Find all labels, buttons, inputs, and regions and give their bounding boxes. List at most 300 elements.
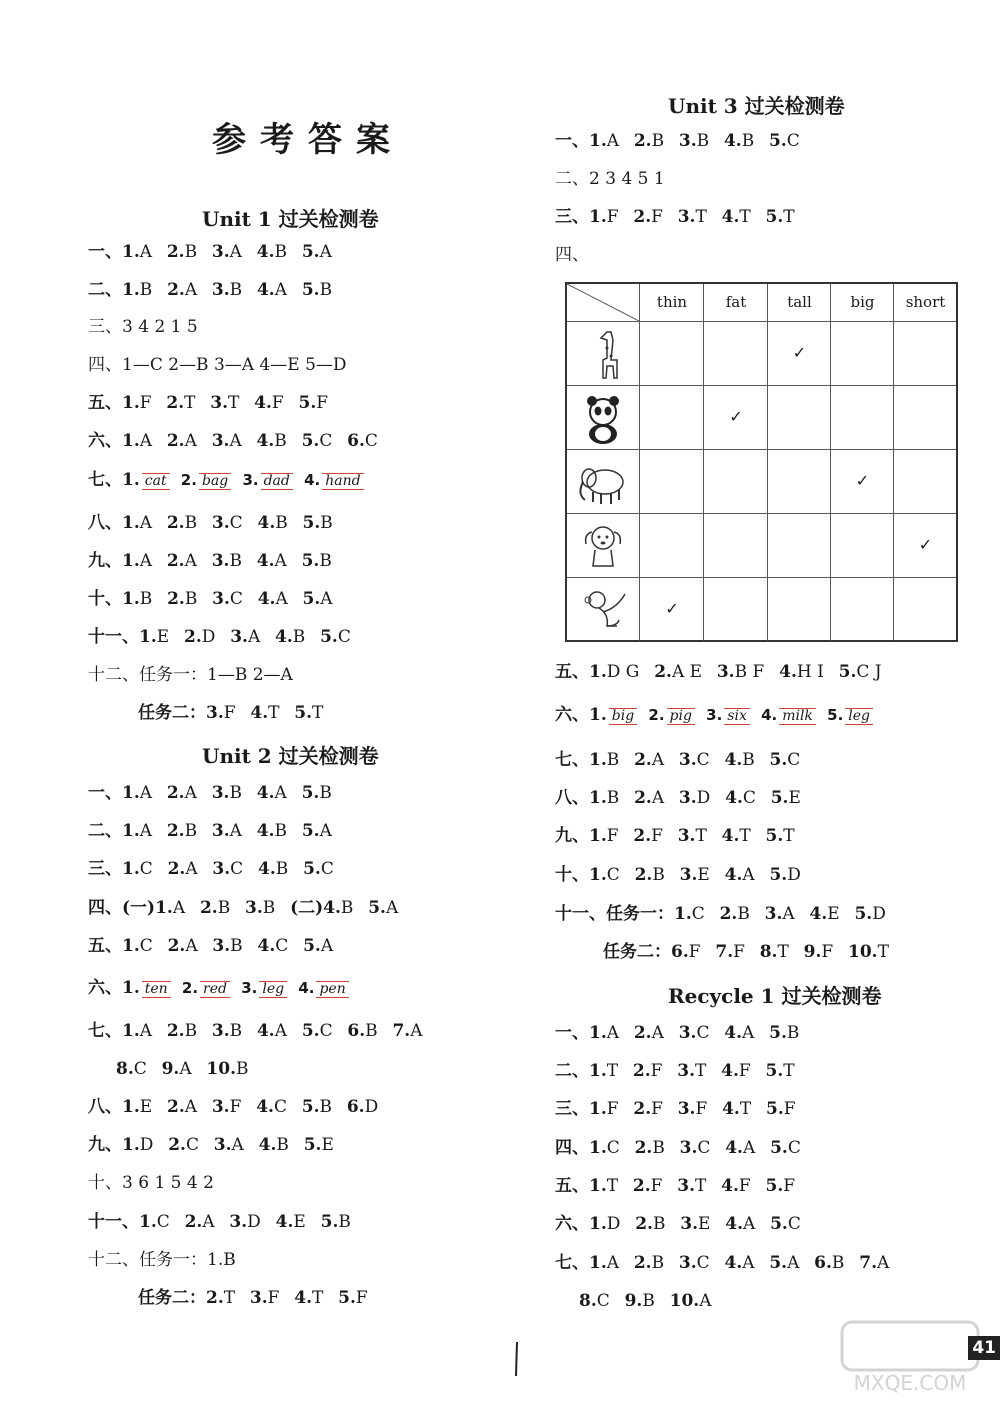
item-answer: C xyxy=(319,1021,333,1041)
item-number: 2. xyxy=(184,1212,203,1232)
item-number: 3. xyxy=(211,783,230,803)
table-header-tall: tall xyxy=(767,284,831,321)
item-number: 9. xyxy=(161,1059,180,1079)
watermark-text: MXQE.COM xyxy=(853,1371,967,1395)
item-answer: A xyxy=(320,589,333,609)
item-answer: C xyxy=(139,936,153,956)
table-cell-short: ✓ xyxy=(893,513,957,577)
table-cell-big: ✓ xyxy=(830,449,894,513)
item-answer: A xyxy=(184,431,197,451)
item-answer: F xyxy=(738,1176,751,1196)
section-heading: Unit 3 过关检测卷 xyxy=(668,94,845,118)
item-number: 3. xyxy=(700,706,723,724)
item-answer: B xyxy=(230,936,243,956)
item-answer: T xyxy=(695,207,707,227)
item-number: 2. xyxy=(166,393,185,413)
item-number: 5. xyxy=(765,1176,784,1196)
item-number: 4. xyxy=(725,1214,743,1234)
item-answer: B xyxy=(275,859,289,879)
item-number: 二、1. xyxy=(88,280,140,300)
item-number: 二、1. xyxy=(555,1061,607,1081)
item-number: 2. xyxy=(166,242,185,262)
answer-line xyxy=(555,821,799,851)
item-answer: F xyxy=(651,1099,663,1119)
answer-line xyxy=(88,1207,355,1237)
item-number: 3. xyxy=(677,1176,696,1196)
item-number: 二、1. xyxy=(88,821,140,841)
item-answer: B xyxy=(652,1214,666,1234)
answer-line xyxy=(88,854,338,884)
item-number: 2. xyxy=(166,1097,185,1117)
item-number: 2. xyxy=(167,589,185,609)
handwritten-word: dad xyxy=(261,466,293,496)
table-cell-big xyxy=(830,577,894,641)
answer-line xyxy=(555,1248,893,1278)
item-answer: F xyxy=(738,1061,751,1081)
item-number: 5. xyxy=(303,859,321,879)
item-number: 4. xyxy=(721,1061,739,1081)
item-number: 4. xyxy=(275,1212,294,1232)
item-number: 2. xyxy=(719,904,738,924)
item-number: (二)4. xyxy=(290,898,341,918)
table-cell-tall xyxy=(767,513,831,577)
item-answer: A xyxy=(202,1212,215,1232)
item-answer: D xyxy=(787,865,801,885)
item-answer: B xyxy=(652,1138,665,1158)
item-answer: T xyxy=(783,826,795,846)
item-number: 四、1. xyxy=(555,1138,607,1158)
item-answer: A xyxy=(606,131,620,151)
answer-line xyxy=(88,1016,426,1046)
item-number: 4. xyxy=(809,904,828,924)
item-number: 6. xyxy=(346,1097,365,1117)
item-number: 4. xyxy=(257,589,276,609)
answer-line xyxy=(88,237,336,267)
item-answer: T xyxy=(184,393,196,413)
item-number: 2. xyxy=(643,706,665,724)
item-answer: A xyxy=(699,1291,712,1311)
item-number: 4. xyxy=(721,207,740,227)
item-number: 2. xyxy=(167,936,186,956)
item-number: 3. xyxy=(211,242,230,262)
item-number: 十一、任务一：1. xyxy=(555,904,692,924)
item-answer: T xyxy=(312,703,324,723)
answer-line xyxy=(555,657,886,687)
item-answer: B xyxy=(274,821,287,841)
item-answer: A xyxy=(319,242,332,262)
item-number: 十一、1. xyxy=(88,627,157,647)
item-number: 五、1. xyxy=(555,1176,607,1196)
item-answer: B xyxy=(737,904,750,924)
item-answer: T xyxy=(739,826,751,846)
item-number: 五、1. xyxy=(88,936,140,956)
item-number: 9. xyxy=(624,1291,643,1311)
table-row xyxy=(567,577,956,641)
item-answer: T xyxy=(606,1061,619,1081)
item-number: 5. xyxy=(301,1097,320,1117)
item-answer: F xyxy=(783,1099,796,1119)
item-number: 2. xyxy=(183,627,202,647)
item-answer: A xyxy=(229,242,242,262)
item-number: 一、1. xyxy=(555,131,607,151)
item-number: 2. xyxy=(634,750,652,770)
item-answer: B xyxy=(606,788,620,808)
item-number: 4. xyxy=(258,1135,277,1155)
item-number: 8. xyxy=(759,942,778,962)
item-number: 6. xyxy=(814,1253,832,1273)
item-number: 4. xyxy=(256,1021,275,1041)
item-answer: A xyxy=(139,821,153,841)
item-answer: T xyxy=(739,1099,752,1119)
table-cell-short xyxy=(893,321,957,385)
answer-line xyxy=(555,860,805,890)
item-answer: C xyxy=(275,936,289,956)
item-answer: F xyxy=(606,207,619,227)
answer-line xyxy=(555,1171,799,1201)
item-number: 3. xyxy=(249,1288,268,1308)
answer-line xyxy=(603,937,893,967)
item-number: 4. xyxy=(721,1176,739,1196)
item-answer: C xyxy=(337,627,351,647)
table-cell-short xyxy=(893,385,957,449)
item-answer: H I xyxy=(796,662,824,682)
item-answer: D xyxy=(696,788,711,808)
item-answer: F xyxy=(688,942,701,962)
item-answer: A xyxy=(651,788,665,808)
answer-line: 十、3 6 1 5 4 2 xyxy=(88,1173,214,1193)
item-number: 4. xyxy=(275,627,293,647)
item-answer: F xyxy=(223,703,236,723)
table-cell-tall xyxy=(767,449,831,513)
item-answer: B xyxy=(365,1021,378,1041)
item-answer: C xyxy=(139,859,153,879)
item-answer: F xyxy=(650,1176,663,1196)
item-answer: F xyxy=(606,826,619,846)
item-answer: A xyxy=(743,1214,756,1234)
item-answer: E xyxy=(697,865,710,885)
item-number: 4. xyxy=(755,706,778,724)
item-answer: C xyxy=(786,131,800,151)
item-number: 3. xyxy=(212,859,231,879)
item-answer: F xyxy=(139,393,152,413)
item-answer: C xyxy=(364,431,378,451)
item-number: 2. xyxy=(167,280,185,300)
item-answer: F xyxy=(651,207,663,227)
item-number: 5. xyxy=(301,551,320,571)
item-answer: D xyxy=(606,1214,621,1234)
item-answer: A xyxy=(139,783,153,803)
item-number: 十、1. xyxy=(88,589,140,609)
answer-line xyxy=(555,1133,805,1163)
table-cell-thin xyxy=(639,321,704,385)
item-answer: D xyxy=(247,1212,261,1232)
item-number: 四、(一)1. xyxy=(88,898,173,918)
item-number: 九、1. xyxy=(88,551,140,571)
item-number: 十、1. xyxy=(555,865,607,885)
table-header-fat: fat xyxy=(703,284,768,321)
item-answer: A xyxy=(782,904,795,924)
table-cell-short xyxy=(893,577,957,641)
item-answer: D G xyxy=(606,662,640,682)
answer-line xyxy=(579,1286,716,1316)
item-number: 3. xyxy=(211,1097,230,1117)
item-number: 2. xyxy=(633,131,652,151)
item-number: 3. xyxy=(678,1023,697,1043)
table-row xyxy=(567,513,956,578)
item-number: 3. xyxy=(716,662,735,682)
item-number: 4. xyxy=(725,1138,743,1158)
item-answer: A E xyxy=(671,662,703,682)
item-number: 五、1. xyxy=(88,393,140,413)
item-answer: C xyxy=(696,1253,710,1273)
item-answer: B xyxy=(229,551,242,571)
item-answer: A xyxy=(274,551,287,571)
item-number: 2. xyxy=(634,1138,653,1158)
item-answer: E xyxy=(156,627,170,647)
answer-line xyxy=(88,973,355,1003)
item-number: 4. xyxy=(256,783,275,803)
answer-line xyxy=(138,698,327,728)
item-number: 三、1. xyxy=(88,859,140,879)
answer-line xyxy=(88,816,336,846)
item-answer: T xyxy=(783,1061,795,1081)
elephant-icon xyxy=(573,454,633,508)
answer-line xyxy=(88,465,370,495)
item-number: 4. xyxy=(294,1288,313,1308)
item-answer: B xyxy=(831,1253,845,1273)
item-number: 2. xyxy=(166,821,185,841)
item-answer: B xyxy=(184,821,198,841)
item-number: 4. xyxy=(722,1099,740,1119)
item-answer: B xyxy=(741,131,755,151)
item-number: 5. xyxy=(854,904,873,924)
item-number: 4. xyxy=(256,242,275,262)
item-number: 5. xyxy=(303,1135,322,1155)
item-answer: B xyxy=(274,431,287,451)
item-number: 3. xyxy=(677,1061,696,1081)
item-answer: B xyxy=(229,1021,243,1041)
item-answer: C xyxy=(185,1135,199,1155)
item-number: 七、1. xyxy=(88,1021,140,1041)
item-number: 4. xyxy=(779,662,797,682)
item-answer: E xyxy=(698,1214,711,1234)
item-answer: C xyxy=(229,513,243,533)
item-number: 八、1. xyxy=(88,513,140,533)
item-number: 3. xyxy=(210,393,229,413)
item-number: 六、1. xyxy=(555,1214,607,1234)
item-number: 3. xyxy=(677,207,696,227)
answer-line xyxy=(88,388,332,418)
item-answer: T xyxy=(739,207,751,227)
item-number: 2. xyxy=(633,207,652,227)
item-number: 5. xyxy=(338,1288,356,1308)
handwritten-word: ten xyxy=(142,974,171,1004)
item-answer: A xyxy=(742,1023,755,1043)
item-answer: A xyxy=(876,1253,890,1273)
handwritten-word: cat xyxy=(142,466,170,496)
table-cell-big xyxy=(830,385,894,449)
item-number: 9. xyxy=(803,942,822,962)
item-answer: B xyxy=(319,280,333,300)
item-number: 任务二：6. xyxy=(603,942,689,962)
item-number: 3. xyxy=(679,865,698,885)
item-number: 5. xyxy=(769,1253,788,1273)
item-answer: F xyxy=(606,1099,619,1119)
item-number: 3. xyxy=(211,513,230,533)
item-answer: B xyxy=(642,1291,655,1311)
item-answer: B xyxy=(217,898,231,918)
item-answer: A xyxy=(274,1021,287,1041)
item-number: 5. xyxy=(298,393,317,413)
page-number: 41 xyxy=(968,1336,1000,1360)
item-number: 4. xyxy=(258,859,276,879)
item-answer: A xyxy=(410,1021,423,1041)
item-number: 5. xyxy=(302,513,321,533)
item-number: 4. xyxy=(256,280,275,300)
handwritten-word: leg xyxy=(845,701,873,731)
item-answer: C J xyxy=(856,662,882,682)
item-number: 5. xyxy=(302,589,321,609)
item-number: 三、1. xyxy=(555,1099,607,1119)
table-cell-big xyxy=(830,513,894,577)
handwritten-word: big xyxy=(609,701,637,731)
item-answer: E xyxy=(827,904,840,924)
item-number: 10. xyxy=(669,1291,700,1311)
item-number: 4. xyxy=(721,826,740,846)
item-answer: C xyxy=(606,1138,620,1158)
table-cell-short xyxy=(893,449,957,513)
item-answer: T xyxy=(312,1288,324,1308)
item-number: 2. xyxy=(166,431,185,451)
item-answer: T xyxy=(695,1176,707,1196)
item-answer: B xyxy=(262,898,276,918)
item-answer: B xyxy=(184,513,198,533)
item-answer: B xyxy=(276,1135,289,1155)
item-number: 2. xyxy=(176,979,199,997)
item-answer: C xyxy=(596,1291,610,1311)
item-answer: A xyxy=(320,936,334,956)
dog-icon xyxy=(573,518,633,572)
handwritten-word: red xyxy=(200,974,230,1004)
item-answer: T xyxy=(695,826,707,846)
item-number: 5. xyxy=(301,783,320,803)
item-number: 3. xyxy=(213,1135,232,1155)
item-number: 5. xyxy=(301,821,320,841)
diagonal-header-cell xyxy=(567,284,639,321)
item-answer: B xyxy=(139,280,153,300)
item-answer: B xyxy=(275,513,288,533)
item-number: 5. xyxy=(769,131,787,151)
item-answer: E xyxy=(293,1212,306,1232)
answer-line xyxy=(88,1092,382,1122)
item-number: 4. xyxy=(250,703,269,723)
item-number: 一、1. xyxy=(555,1023,607,1043)
item-number: 4. xyxy=(725,788,743,808)
item-number: 2. xyxy=(633,826,652,846)
answer-line: 三、3 4 2 1 5 xyxy=(88,317,198,337)
item-answer: D xyxy=(872,904,886,924)
item-number: 3. xyxy=(677,826,696,846)
item-number: 5. xyxy=(320,1212,339,1232)
item-number: 3. xyxy=(679,1138,698,1158)
item-answer: B xyxy=(292,627,306,647)
answer-line xyxy=(88,508,337,538)
item-answer: F xyxy=(783,1176,796,1196)
item-answer: B xyxy=(651,131,665,151)
handwritten-word: hand xyxy=(322,466,363,496)
item-answer: A xyxy=(651,750,665,770)
answer-line: 二、2 3 4 5 1 xyxy=(555,169,665,189)
answer-line xyxy=(88,778,336,808)
table-cell-fat: ✓ xyxy=(703,385,768,449)
answer-line xyxy=(88,1130,338,1160)
item-number: 10. xyxy=(847,942,878,962)
item-number: 九、1. xyxy=(88,1135,140,1155)
item-answer: A xyxy=(139,551,153,571)
adjective-table xyxy=(565,282,958,642)
item-answer: B xyxy=(786,1023,800,1043)
item-answer: F xyxy=(229,1097,242,1117)
item-answer: T xyxy=(777,942,789,962)
item-number: 3. xyxy=(678,131,697,151)
question-label: 七、1. xyxy=(88,470,140,490)
item-number: 5. xyxy=(765,1061,784,1081)
item-answer: B xyxy=(696,131,710,151)
table-cell-big xyxy=(830,321,894,385)
item-number: 5. xyxy=(765,207,784,227)
item-answer: C xyxy=(230,859,244,879)
item-number: 3. xyxy=(211,431,230,451)
item-answer: C xyxy=(696,1023,710,1043)
handwritten-word: milk xyxy=(779,701,816,731)
section-heading: Unit 1 过关检测卷 xyxy=(202,207,379,231)
item-answer: B xyxy=(338,1212,351,1232)
table-row xyxy=(567,385,956,450)
table-cell-thin xyxy=(639,449,704,513)
item-answer: A xyxy=(184,280,198,300)
item-number: 三、1. xyxy=(555,207,607,227)
item-number: 8. xyxy=(579,1291,597,1311)
item-number: 7. xyxy=(392,1021,411,1041)
item-answer: C xyxy=(697,1138,711,1158)
item-answer: A xyxy=(185,936,198,956)
item-number: 4. xyxy=(256,1097,274,1117)
item-answer: F xyxy=(733,942,745,962)
item-number: 3. xyxy=(211,551,230,571)
item-answer: B xyxy=(319,551,332,571)
item-number: 3. xyxy=(236,979,258,997)
item-answer: C xyxy=(691,904,705,924)
item-number: 7. xyxy=(715,942,734,962)
item-number: 5. xyxy=(301,280,320,300)
item-answer: E xyxy=(788,788,801,808)
item-answer: A xyxy=(231,1135,244,1155)
item-number: 4. xyxy=(724,750,743,770)
panda-icon xyxy=(573,390,633,444)
table-cell-thin: ✓ xyxy=(639,577,704,641)
item-number: 2. xyxy=(199,898,218,918)
item-number: 3. xyxy=(237,471,259,489)
item-number: 5. xyxy=(769,1023,787,1043)
item-number: 4. xyxy=(724,865,743,885)
item-answer: C xyxy=(319,431,333,451)
item-answer: C xyxy=(787,750,801,770)
item-number: 7. xyxy=(859,1253,877,1273)
table-cell-tall: ✓ xyxy=(767,321,831,385)
item-answer: C xyxy=(742,788,756,808)
item-number: 5. xyxy=(368,898,386,918)
item-answer: C xyxy=(273,1097,287,1117)
